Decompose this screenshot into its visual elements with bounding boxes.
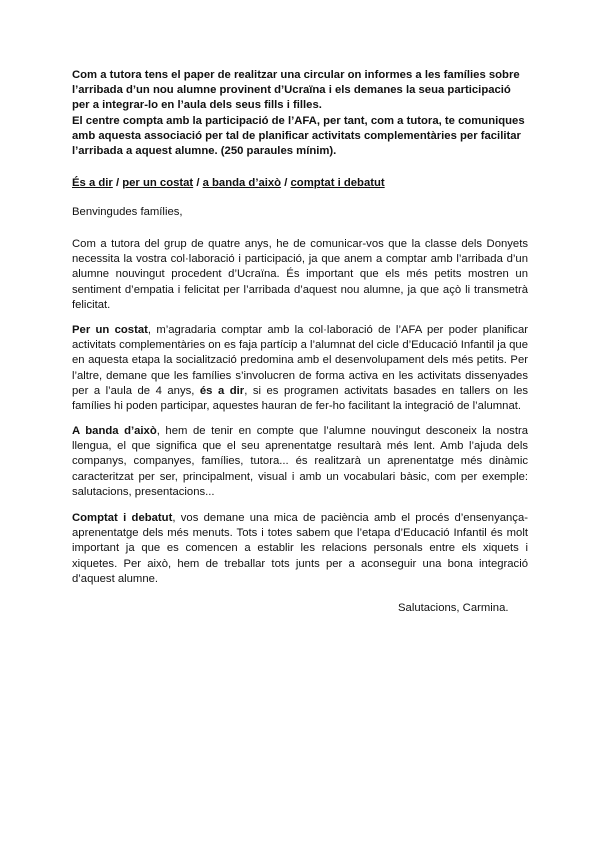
paragraph-lead: A banda d’això — [72, 425, 157, 437]
letter-paragraph-4 — [72, 511, 528, 587]
prompt-paragraph-1: Com a tutora tens el paper de realitzar una circular on informes a les famílies sobre l’arribada d’un nou alumne provinent d’Ucraïna i els demanes la seua participació per a integrar-lo en l’aula dels seus fills i filles. — [72, 69, 520, 112]
paragraph-lead: Comptat i debatut — [72, 512, 173, 524]
task-prompt — [72, 68, 528, 159]
letter-signature: Salutacions, Carmina. — [398, 602, 509, 614]
paragraph-text: , hem de tenir en compte que l’alumne nouvingut desconeix la nostra llengua, el que significa que el seu aprenentatge resultarà més lent. Amb l’ajuda dels companys, companyes, famílies, tutora... és realitzarà un aprenentatge més dinàmic caracteritzat per ser, principalment, visual i amb un vocabulari bàsic, com per exemple: salutacions, presentacions... — [72, 425, 528, 498]
letter-paragraph-2 — [72, 323, 528, 414]
paragraph-lead: Per un costat — [72, 324, 148, 336]
connectors-line — [72, 176, 528, 191]
connector-separator: / — [112, 177, 123, 189]
connector-1: És a dir — [72, 177, 113, 189]
letter-greeting: Benvingudes famílies, — [72, 206, 183, 218]
connector-3: a banda d’això — [202, 177, 282, 189]
inline-connector: és a dir — [199, 384, 245, 397]
connector-separator: / — [281, 177, 291, 189]
connector-2: per un costat — [122, 177, 194, 189]
prompt-paragraph-2: El centre compta amb la participació de l’AFA, per tant, com a tutora, te comuniques amb aquesta associació per tal de planificar activitats complementàries per facilitar l’arribada a aquest alumne. (250 paraules mínim). — [72, 114, 525, 158]
letter-paragraph-3 — [72, 424, 528, 500]
connector-separator: / — [193, 177, 203, 189]
connector-4: comptat i debatut — [290, 177, 385, 189]
letter-paragraph-1: Com a tutora del grup de quatre anys, he de comunicar-vos que la classe dels Donyets necessita la vostra col·laboració i participació, ja que anem a comptar amb l’arribada d’un alumne nouvingut procedent d’Ucraïna. És important que els més petits mostren un sentiment d’empatia i felicitat per l’arribada d’aquest nou alumne, ja que açò li transmetrà felicitat. — [72, 238, 528, 311]
paragraph-text: , m’agradaria comptar amb la col·laboració de l’AFA per poder planificar activitats complementàries on es faja partícip a l’alumnat del cicle d’Educació Infantil ja que en aquesta etapa la socialització predomina amb el desenvolupament dels més petits. Per l’altre, demane que les famílies s’involucren de forma activa en les activitats dissenyades per a l’aula de 4 anys, — [72, 324, 528, 397]
paragraph-text: , si es programen activitats basades en tallers on les famílies hi poden participar, aquestes hauran de fer-ho facilitant la integració de l’alumnat. — [72, 384, 528, 413]
paragraph-text: , vos demane una mica de paciència amb el procés d’ensenyança-aprenentatge dels més menuts. Tots i totes sabem que l’etapa d’Educació Infantil és molt important ja que es comencen a establir les relacions personals entre els xiquets i xiquetes. Per això, hem de treballar tots junts per a aconseguir una bona integració d’aquest alumne. — [72, 512, 528, 585]
